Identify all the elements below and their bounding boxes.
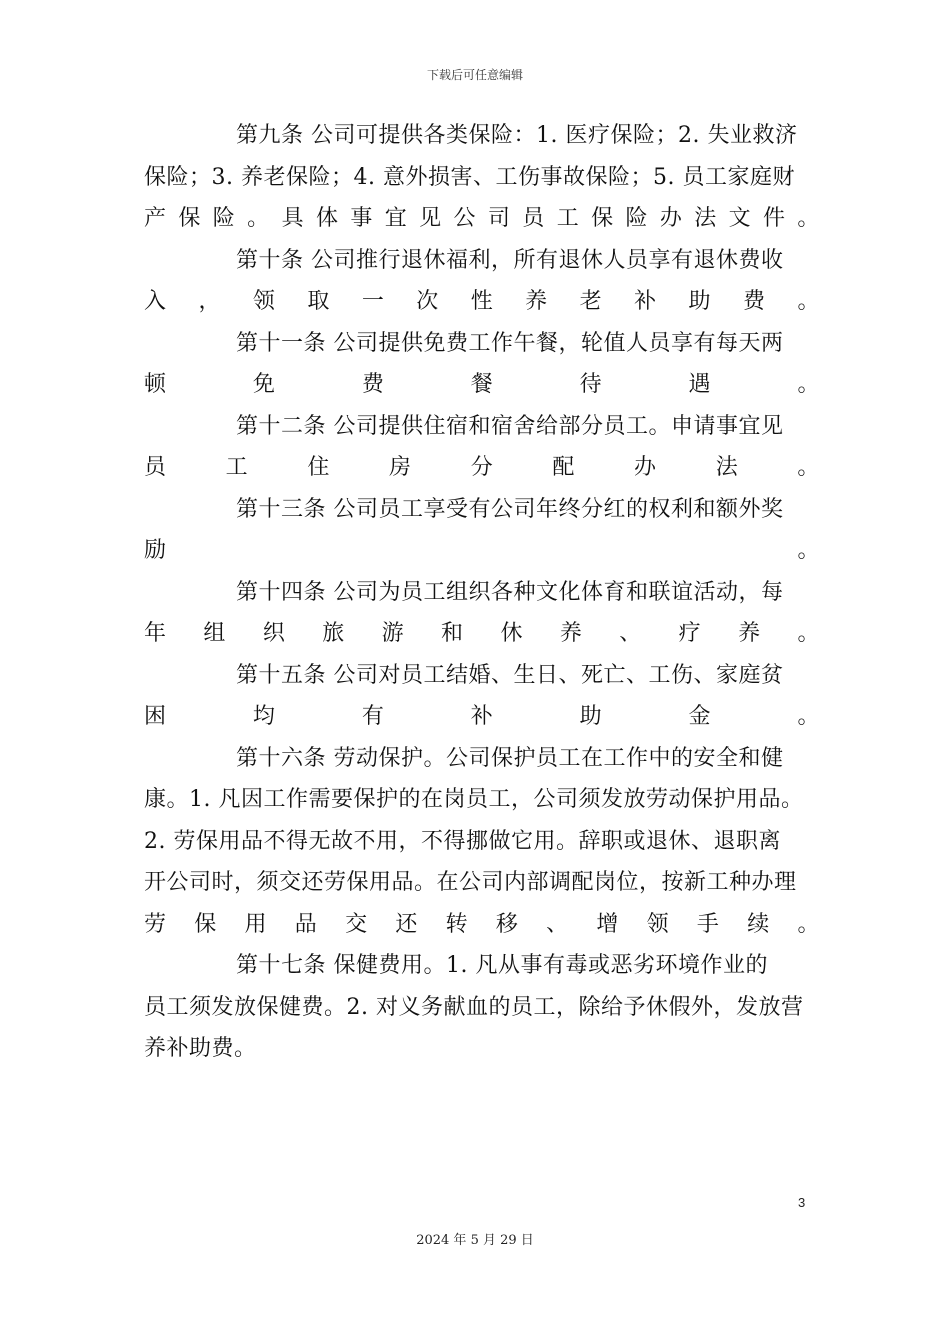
paragraph-line xyxy=(144,530,820,572)
line-char: 工 xyxy=(225,455,249,480)
line-char: 险 xyxy=(212,206,236,231)
line-char: 。 xyxy=(797,455,820,480)
line-char: 领 xyxy=(252,289,276,314)
line-char: 休 xyxy=(500,621,523,646)
line-char: 助 xyxy=(579,704,603,729)
line-char: 体 xyxy=(315,206,339,231)
paragraph-line: 第十四条 公司为员工组织各种文化体育和联谊活动，每 xyxy=(236,579,784,605)
page-header: 下载后可任意编辑 xyxy=(426,68,523,82)
line-char: 助 xyxy=(688,289,712,314)
line-char: 疗 xyxy=(678,621,702,646)
line-char: 、 xyxy=(619,621,642,646)
paragraph-line xyxy=(144,364,820,406)
paragraph-line xyxy=(144,281,820,323)
line-char: 困 xyxy=(144,704,167,729)
paragraph-line xyxy=(144,696,820,738)
paragraph-line: 第十七条 保健费用。1. 凡从事有毒或恶劣环境作业的 xyxy=(236,953,768,978)
line-char: 补 xyxy=(634,289,657,314)
paragraph-line xyxy=(144,447,820,489)
line-char: 和 xyxy=(441,621,464,646)
paragraph-line: 开公司时，须交还劳保用品。在公司内部调配岗位，按新工种办理 xyxy=(144,870,797,895)
paragraph-line: 第十一条 公司提供免费工作午餐，轮值人员享有每天两 xyxy=(236,330,784,356)
line-char: 劳 xyxy=(144,911,167,937)
line-char: 费 xyxy=(742,289,766,314)
line-char: 用 xyxy=(244,911,268,937)
paragraph-line xyxy=(144,904,820,946)
line-char: 增 xyxy=(596,911,619,937)
paragraph-line: 第九条 公司可提供各类保险：1. 医疗保险；2. 失业救济 xyxy=(236,123,798,148)
line-char: 有 xyxy=(361,704,385,729)
line-char: 宜 xyxy=(384,206,408,231)
line-char: 。 xyxy=(797,621,820,646)
paragraph-line: 员工须发放保健费。2. 对义务献血的员工，除给予休假外，发放营 xyxy=(144,994,804,1020)
page-number: 3 xyxy=(798,1195,806,1210)
line-char: 工 xyxy=(556,206,580,231)
line-char: 。 xyxy=(797,289,820,314)
paragraph-line: 第十二条 公司提供住宿和宿舍给部分员工。申请事宜见 xyxy=(236,413,784,439)
line-char: 房 xyxy=(389,455,412,480)
paragraph-line: 保险；3. 养老保险；4. 意外损害、工伤事故保险；5. 员工家庭财 xyxy=(144,164,795,190)
document-body xyxy=(144,115,820,1070)
line-char: 组 xyxy=(203,621,226,646)
line-char: 事 xyxy=(350,206,373,231)
line-char: 还 xyxy=(395,911,418,937)
line-char: 遇 xyxy=(688,372,712,397)
line-char: 交 xyxy=(345,911,368,937)
line-char: 司 xyxy=(487,206,511,231)
line-char: 待 xyxy=(579,372,603,397)
line-char: 励 xyxy=(144,538,167,563)
line-char: ， xyxy=(198,289,221,314)
line-char: 法 xyxy=(715,455,739,480)
line-char: 文 xyxy=(728,206,752,231)
line-char: 织 xyxy=(262,621,286,646)
paragraph-line xyxy=(144,613,820,655)
line-char: 公 xyxy=(453,206,477,231)
line-char: 转 xyxy=(445,911,469,937)
paragraph-line xyxy=(144,198,820,240)
line-char: 免 xyxy=(252,372,276,397)
line-char: 领 xyxy=(646,911,670,937)
paragraph-line: 第十五条 公司对员工结婚、生日、死亡、工伤、家庭贫 xyxy=(236,662,784,688)
line-char: 次 xyxy=(416,289,439,314)
line-char: 保 xyxy=(591,206,614,231)
line-char: 游 xyxy=(381,621,405,646)
line-char: 险 xyxy=(625,206,648,231)
line-char: 取 xyxy=(307,289,330,314)
line-char: 配 xyxy=(552,455,575,480)
paragraph-line: 养补助费。 xyxy=(144,1036,257,1061)
paragraph-line: 第十条 公司推行退休福利，所有退休人员享有退休费收 xyxy=(236,247,784,273)
line-char: 养 xyxy=(559,621,583,646)
line-char: 分 xyxy=(470,455,494,480)
line-char: 件 xyxy=(763,206,786,231)
line-char: 办 xyxy=(634,455,657,480)
line-char: 顿 xyxy=(144,372,167,397)
line-char: 法 xyxy=(694,206,717,231)
line-char: 保 xyxy=(178,206,201,231)
line-char: 均 xyxy=(252,704,276,729)
line-char: 手 xyxy=(696,911,720,937)
line-char: 员 xyxy=(522,206,545,231)
paragraph-line: 2. 劳保用品不得无故不用，不得挪做它用。辞职或退休、退职离 xyxy=(144,828,781,854)
line-char: 餐 xyxy=(470,372,494,397)
line-char: 。 xyxy=(797,206,820,231)
line-char: 、 xyxy=(546,911,569,937)
line-char: 一 xyxy=(361,289,385,314)
line-char: 品 xyxy=(294,911,318,937)
line-char: 补 xyxy=(470,704,494,729)
line-char: 保 xyxy=(194,911,217,937)
line-char: 见 xyxy=(419,206,442,231)
line-char: 养 xyxy=(525,289,548,314)
line-char: 金 xyxy=(688,704,712,729)
line-char: 。 xyxy=(797,538,820,563)
line-char: 老 xyxy=(579,289,603,314)
line-char: 员 xyxy=(144,455,167,480)
line-char: 费 xyxy=(361,372,385,397)
footer-date: 2024 年 5 月 29 日 xyxy=(416,1233,534,1248)
paragraph-line: 第十三条 公司员工享受有公司年终分红的权利和额外奖 xyxy=(236,496,784,522)
line-char: 住 xyxy=(307,455,330,480)
line-char: 移 xyxy=(495,911,519,937)
line-char: 产 xyxy=(144,206,167,231)
line-char: 年 xyxy=(144,621,167,646)
paragraph-line: 康。1. 凡因工作需要保护的在岗员工，公司须发放劳动保护用品。 xyxy=(144,787,804,812)
paragraph-line: 第十六条 劳动保护。公司保护员工在工作中的安全和健 xyxy=(236,745,784,771)
line-char: 。 xyxy=(797,372,820,397)
line-char: 具 xyxy=(281,206,305,231)
line-char: 续 xyxy=(747,911,770,937)
line-char: 办 xyxy=(659,206,683,231)
line-char: 养 xyxy=(738,621,761,646)
line-char: 。 xyxy=(247,206,270,231)
line-char: 入 xyxy=(144,289,167,314)
line-char: 性 xyxy=(470,289,494,314)
line-char: 旅 xyxy=(322,621,345,646)
line-char: 。 xyxy=(797,704,820,729)
line-char: 。 xyxy=(797,911,820,937)
